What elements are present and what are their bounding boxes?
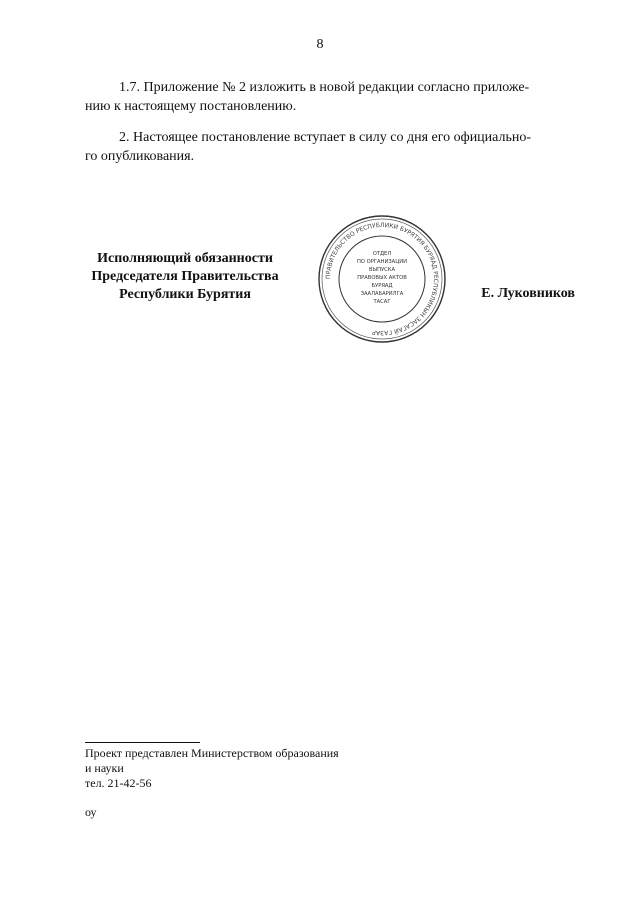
seal-center-line: ТАСАГ [373,299,391,305]
footnote-line: Проект представлен Министерством образования [85,746,339,760]
paragraph-line: 1.7. Приложение № 2 изложить в новой редакции согласно приложе- [119,80,530,95]
official-seal [316,213,448,345]
signer-position-line: Республики Бурятия [119,287,251,302]
seal-center-line: ЗААЛАБАРИЛГА [360,291,404,297]
signer-position-line: Председателя Правительства [91,269,279,284]
seal-center-line: БУРЯАД [371,283,393,289]
signer-position [85,250,285,304]
seal-center-line: ОТДЕЛ [372,251,392,257]
paragraph-line: го опубликования. [85,149,195,164]
footnote-line: и науки [85,761,124,775]
paragraph-line: 2. Настоящее постановление вступает в силу со дня его официально- [119,130,532,145]
seal-ring-text: ПРАВИТЕЛЬСТВО РЕСПУБЛИКИ БУРЯТИЯ БУРЯАД РЕСПУБЛИКЫН ЗАСАГАЙ ГАЗАР [324,221,440,337]
page-number: 8 [316,37,324,52]
seal-center-line: ПРАВОВЫХ АКТОВ [357,275,407,281]
footnote-line: тел. 21-42-56 [85,776,152,790]
paragraph-1-7 [85,78,573,116]
footnote-divider [85,742,200,743]
signer-name: Е. Луковников [481,286,575,301]
signer-position-line: Исполняющий обязанности [97,251,273,266]
paragraph-line: нию к настоящему постановлению. [85,99,297,114]
executor-initials: оу [85,805,97,819]
seal-center-line: ПО ОРГАНИЗАЦИИ [356,259,408,265]
seal-center-line: ВЫПУСКА [368,267,396,273]
paragraph-2 [85,128,573,166]
footnote [85,746,339,791]
